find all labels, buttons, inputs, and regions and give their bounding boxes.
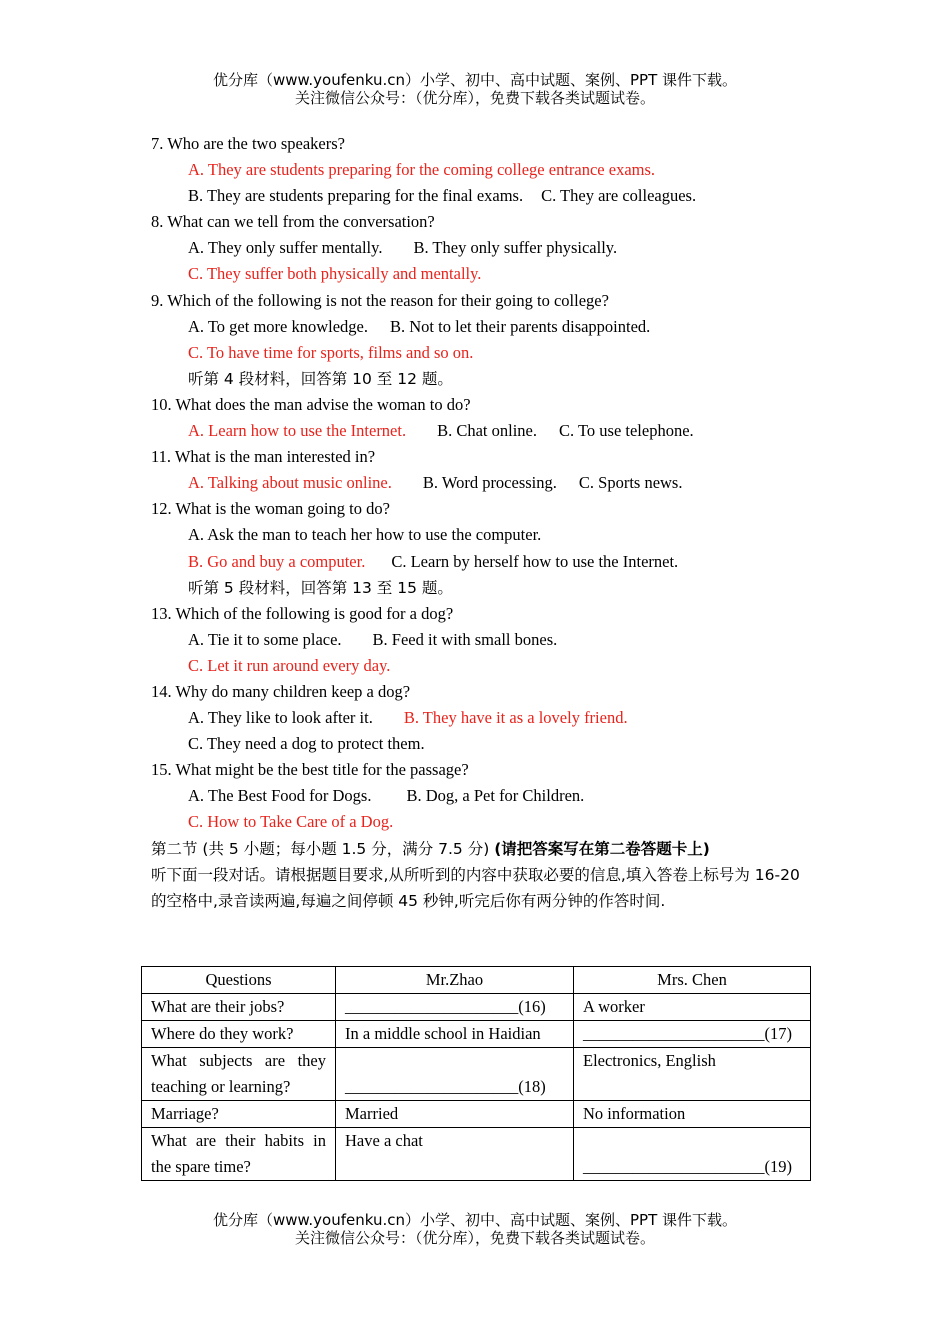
q9-option-b: B. Not to let their parents disappointed.	[390, 316, 651, 336]
q13-stem: 13. Which of the following is good for a dog?	[151, 603, 454, 623]
q10-option-c: C. To use telephone.	[559, 421, 694, 441]
section-4-instruction: 听第 4 段材料，回答第 10 至 12 题。	[188, 369, 453, 388]
table-row	[142, 1128, 811, 1181]
q8-option-b: B. They only suffer physically.	[413, 238, 618, 258]
q10-option-a: A. Learn how to use the Internet.	[188, 421, 407, 441]
q9-option-c: C. To have time for sports, films and so on.	[188, 342, 474, 362]
q11-option-a: A. Talking about music online.	[188, 473, 392, 493]
q11-stem: 11. What is the man interested in?	[151, 447, 376, 467]
table-cell: What are their jobs?	[142, 994, 336, 1021]
q12-option-c: C. Learn by herself how to use the Internet.	[391, 551, 679, 571]
q12-option-a: A. Ask the man to teach her how to use the computer.	[188, 525, 542, 545]
page-header	[0, 71, 950, 107]
table-row	[142, 1021, 811, 1048]
table-cell: A worker	[574, 994, 811, 1021]
q13-options-ab	[151, 627, 811, 653]
answer-blank-16: _____________________(16)	[336, 994, 574, 1021]
q8-stem: 8. What can we tell from the conversation?	[151, 212, 435, 232]
table-cell: Have a chat	[336, 1128, 574, 1181]
q14-option-c: C. They need a dog to protect them.	[188, 734, 425, 754]
table-header-questions: Questions	[142, 967, 336, 994]
q8-option-c: C. They suffer both physically and mentally.	[188, 264, 482, 284]
table-cell: Married	[336, 1101, 574, 1128]
table-cell: Where do they work?	[142, 1021, 336, 1048]
table-cell: What subjects are they teaching or learning?	[142, 1048, 336, 1101]
q11-option-c: C. Sports news.	[578, 473, 683, 493]
q15-options-ab	[151, 783, 811, 809]
table-row	[142, 1101, 811, 1128]
q10-option-b: B. Chat online.	[437, 421, 538, 441]
table-cell: No information	[574, 1101, 811, 1128]
q11-option-b: B. Word processing.	[422, 473, 557, 493]
q14-stem: 14. Why do many children keep a dog?	[151, 681, 411, 701]
footer-line-1: 优分库（www.youfenku.cn）小学、初中、高中试题、案例、PPT 课件下载。	[212, 1211, 738, 1229]
table-cell: Marriage?	[142, 1101, 336, 1128]
table-row	[142, 1048, 811, 1101]
part-2-title	[151, 836, 811, 862]
section-5-instruction: 听第 5 段材料，回答第 13 至 15 题。	[188, 578, 453, 597]
header-line-2: 关注微信公众号：（优分库），免费下载各类试题试卷。	[294, 89, 655, 107]
q14-option-b: B. They have it as a lovely friend.	[403, 708, 628, 728]
header-line-1: 优分库（www.youfenku.cn）小学、初中、高中试题、案例、PPT 课件下载。	[212, 71, 738, 89]
table-cell: In a middle school in Haidian	[336, 1021, 574, 1048]
q13-option-b: B. Feed it with small bones.	[372, 629, 558, 649]
answer-blank-17: ______________________(17)	[574, 1021, 811, 1048]
q14-option-a: A. They like to look after it.	[188, 708, 373, 728]
q8-option-a: A. They only suffer mentally.	[188, 238, 383, 258]
q11-options	[151, 470, 811, 496]
q7-stem: 7. Who are the two speakers?	[151, 134, 345, 153]
q7-option-a: A. They are students preparing for the coming college entrance exams.	[188, 160, 656, 180]
table-header-mrs-chen: Mrs. Chen	[574, 967, 811, 994]
q7-option-c: C. They are colleagues.	[541, 186, 697, 206]
q8-options-ab	[151, 235, 811, 261]
exam-content	[151, 131, 811, 914]
q12-stem: 12. What is the woman going to do?	[151, 499, 390, 519]
page-footer	[0, 1211, 950, 1247]
part-2-title-note: (请把答案写在第二卷答题卡上)	[494, 839, 710, 858]
table-header-mr-zhao: Mr.Zhao	[336, 967, 574, 994]
q15-stem: 15. What might be the best title for the passage?	[151, 760, 469, 780]
part-2-title-text: 第二节 (共 5 小题；每小题 1.5 分，满分 7.5 分)	[151, 839, 495, 858]
q15-option-b: B. Dog, a Pet for Children.	[406, 786, 585, 806]
q10-options	[151, 418, 811, 444]
q15-option-a: A. The Best Food for Dogs.	[188, 786, 372, 806]
q13-option-c: C. Let it run around every day.	[188, 655, 391, 675]
table-cell: What are their habits in the spare time?	[142, 1128, 336, 1181]
q9-option-a: A. To get more knowledge.	[188, 316, 369, 336]
q10-stem: 10. What does the man advise the woman to do?	[151, 394, 471, 414]
q15-option-c: C. How to Take Care of a Dog.	[188, 812, 394, 832]
part-2-instruction: 听下面一段对话。请根据题目要求,从所听到的内容中获取必要的信息,填入答卷上标号为 16-20 的空格中,录音读两遍,每遍之间停顿 45 秒钟,听完后你有两分钟的作答时间.	[151, 865, 800, 910]
answer-blank-19: ______________________(19)	[574, 1128, 811, 1181]
q7-option-b: B. They are students preparing for the final exams.	[188, 186, 524, 206]
answer-table	[141, 966, 811, 1181]
q13-option-a: A. Tie it to some place.	[188, 629, 342, 649]
q9-stem: 9. Which of the following is not the reason for their going to college?	[151, 290, 609, 310]
q12-options-bc	[151, 549, 811, 575]
q14-options-ab	[151, 705, 811, 731]
table-row	[142, 994, 811, 1021]
table-header-row	[142, 967, 811, 994]
q9-options-ab	[151, 314, 811, 340]
footer-line-2: 关注微信公众号：（优分库），免费下载各类试题试卷。	[294, 1229, 655, 1247]
q12-option-b: B. Go and buy a computer.	[188, 551, 366, 571]
table-cell: Electronics, English	[574, 1048, 811, 1101]
answer-blank-18: _____________________(18)	[336, 1048, 574, 1101]
q7-options-bc	[151, 183, 811, 209]
